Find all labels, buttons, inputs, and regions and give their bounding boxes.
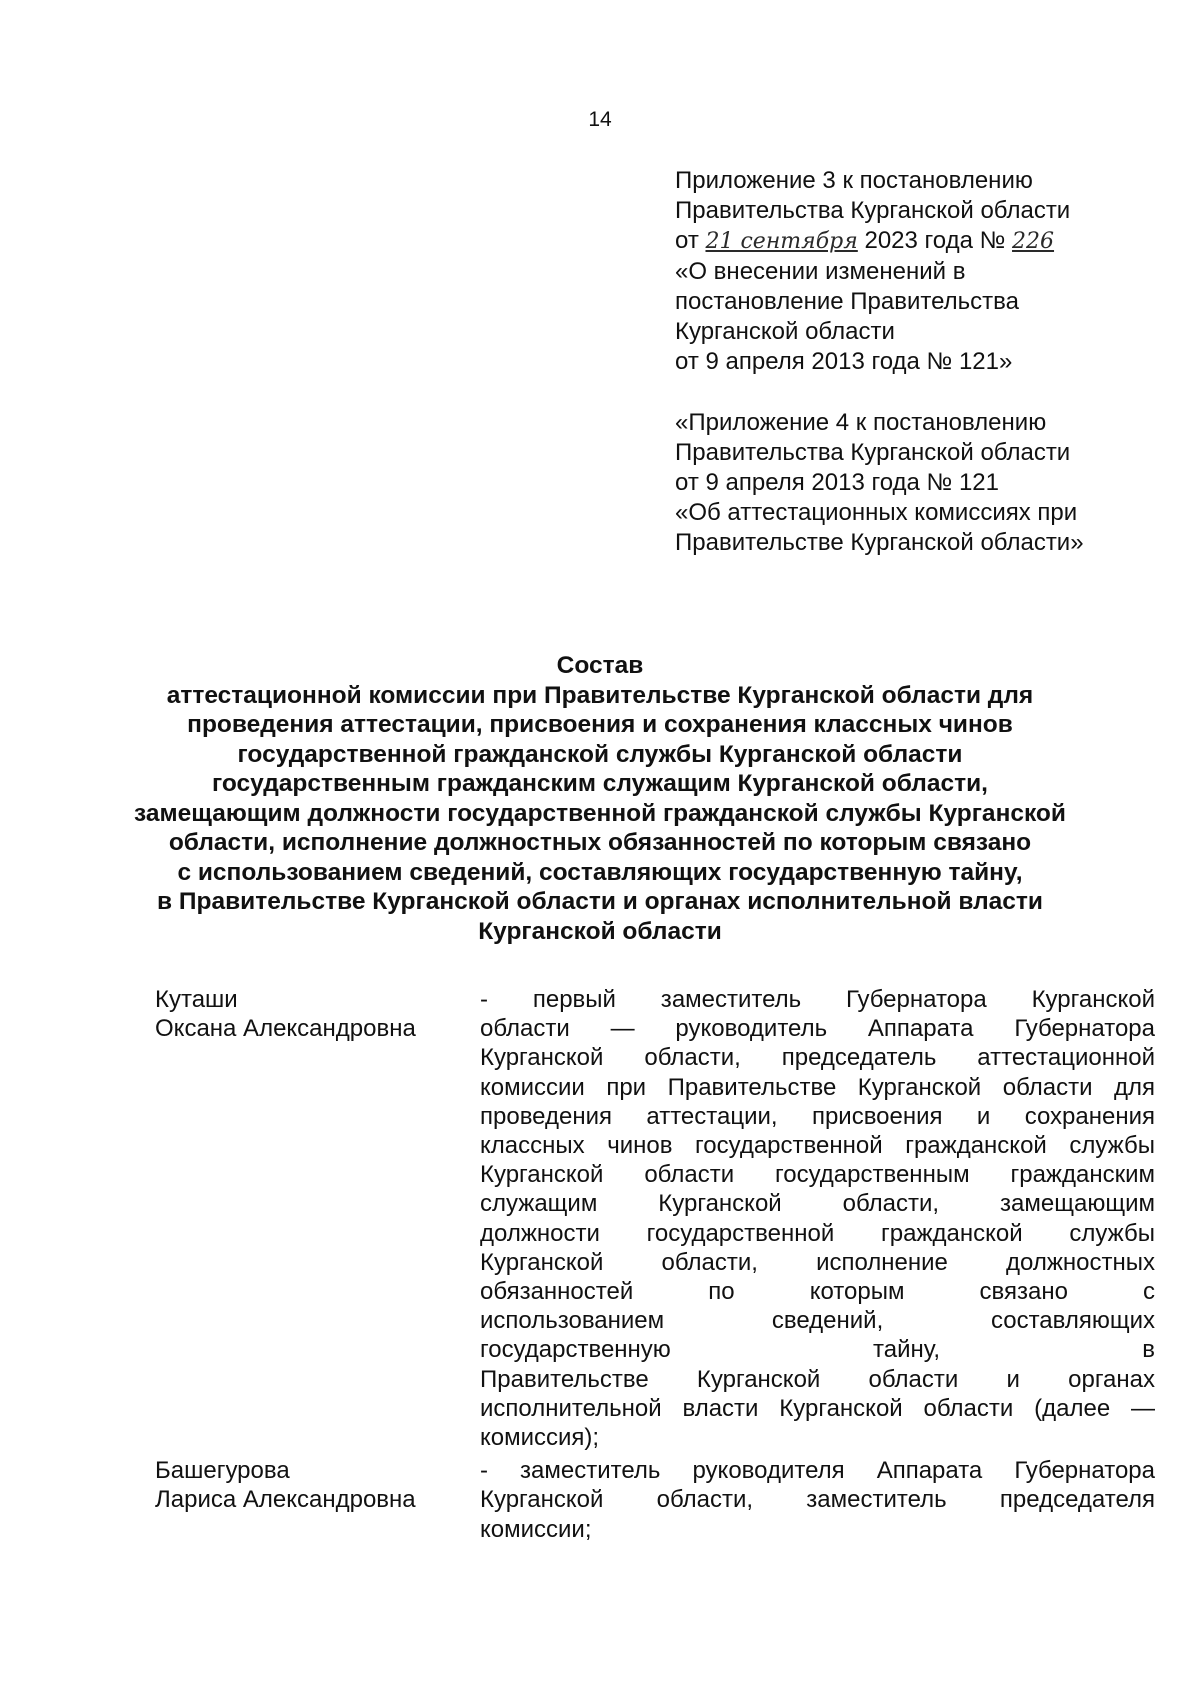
appendix-line: «Об аттестационных комиссиях при: [675, 499, 1078, 526]
title-line: с использованием сведений, составляющих государственную тайну,: [177, 858, 1023, 886]
role-line: Курганской области, исполнение должностных: [480, 1248, 1155, 1276]
handwritten-date: 21 сентября: [705, 229, 858, 254]
date-year: 2023 года №: [857, 227, 1013, 254]
role-line: проведения аттестации, присвоения и сохранения: [480, 1102, 1155, 1130]
appendix-original-header: [675, 408, 1145, 558]
role-line: Правительстве Курганской области и органах: [480, 1365, 1155, 1393]
role-line: обязанностей по которым связано с: [480, 1278, 1155, 1306]
handwritten-number: 226: [1012, 229, 1055, 254]
appendix-line: от 9 апреля 2013 года № 121: [675, 469, 999, 496]
date-prefix: от: [675, 227, 706, 254]
role-line: служащим Курганской области, замещающим: [480, 1190, 1155, 1218]
role-line: государственную тайну, в: [480, 1336, 1155, 1364]
appendix-date-line: [675, 226, 1145, 257]
member-given-names: Оксана Александровна: [155, 1015, 416, 1043]
role-line: исполнительной власти Курганской области (далее —: [480, 1394, 1155, 1422]
title-line: государственной гражданской службы Курганской области: [237, 740, 963, 768]
document-title: [120, 651, 1080, 946]
title-line: Состав: [556, 652, 644, 679]
title-line: в Правительстве Курганской области и органах исполнительной власти: [157, 888, 1043, 915]
member-surname: Башегурова: [155, 1457, 290, 1485]
member-role: [480, 985, 1155, 1452]
title-line: государственным гражданским служащим Курганской области,: [212, 770, 988, 797]
page-number: 14: [588, 108, 612, 131]
role-line: Курганской области, заместитель председателя: [480, 1486, 1155, 1514]
role-line: - первый заместитель Губернатора Курганской: [480, 986, 1155, 1013]
title-line: Курганской области: [478, 917, 722, 945]
member-name: [155, 1456, 480, 1544]
role-line: классных чинов государственной гражданской службы: [480, 1132, 1155, 1160]
appendix-line: Приложение 3 к постановлению: [675, 167, 1033, 194]
appendix-amendment-header: [675, 166, 1145, 377]
title-line: замещающим должности государственной гражданской службы Курганской: [134, 799, 1066, 827]
member-role: [480, 1456, 1155, 1544]
role-line: комиссии;: [480, 1515, 592, 1543]
appendix-line: Правительстве Курганской области»: [675, 529, 1084, 556]
member-row: [155, 1456, 1155, 1544]
appendix-line: Правительства Курганской области: [675, 439, 1071, 466]
member-surname: Куташи: [155, 986, 238, 1013]
title-line: области, исполнение должностных обязанностей по которым связано: [168, 829, 1032, 856]
role-line: Курганской области государственным гражданским: [480, 1161, 1155, 1189]
members-list: [155, 985, 1155, 1548]
role-line: Курганской области, председатель аттестационной: [480, 1044, 1155, 1072]
member-name: [155, 985, 480, 1452]
role-line: комиссии при Правительстве Курганской области для: [480, 1073, 1155, 1101]
appendix-line: «Приложение 4 к постановлению: [675, 409, 1047, 436]
appendix-line: Курганской области: [675, 318, 895, 345]
member-row: [155, 985, 1155, 1452]
role-line: использованием сведений, составляющих: [480, 1307, 1155, 1335]
role-line: области — руководитель Аппарата Губернатора: [480, 1015, 1155, 1043]
appendix-line: «О внесении изменений в: [675, 258, 966, 285]
role-line: должности государственной гражданской службы: [480, 1219, 1155, 1247]
title-line: аттестационной комиссии при Правительстве Курганской области для: [166, 681, 1034, 709]
appendix-line: Правительства Курганской области: [675, 197, 1071, 224]
role-line: - заместитель руководителя Аппарата Губернатора: [480, 1457, 1155, 1485]
appendix-line: постановление Правительства: [675, 288, 1019, 315]
member-given-names: Лариса Александровна: [155, 1486, 416, 1514]
role-line: комиссия);: [480, 1424, 600, 1452]
title-line: проведения аттестации, присвоения и сохранения классных чинов: [187, 711, 1013, 738]
appendix-line: от 9 апреля 2013 года № 121»: [675, 348, 1013, 375]
